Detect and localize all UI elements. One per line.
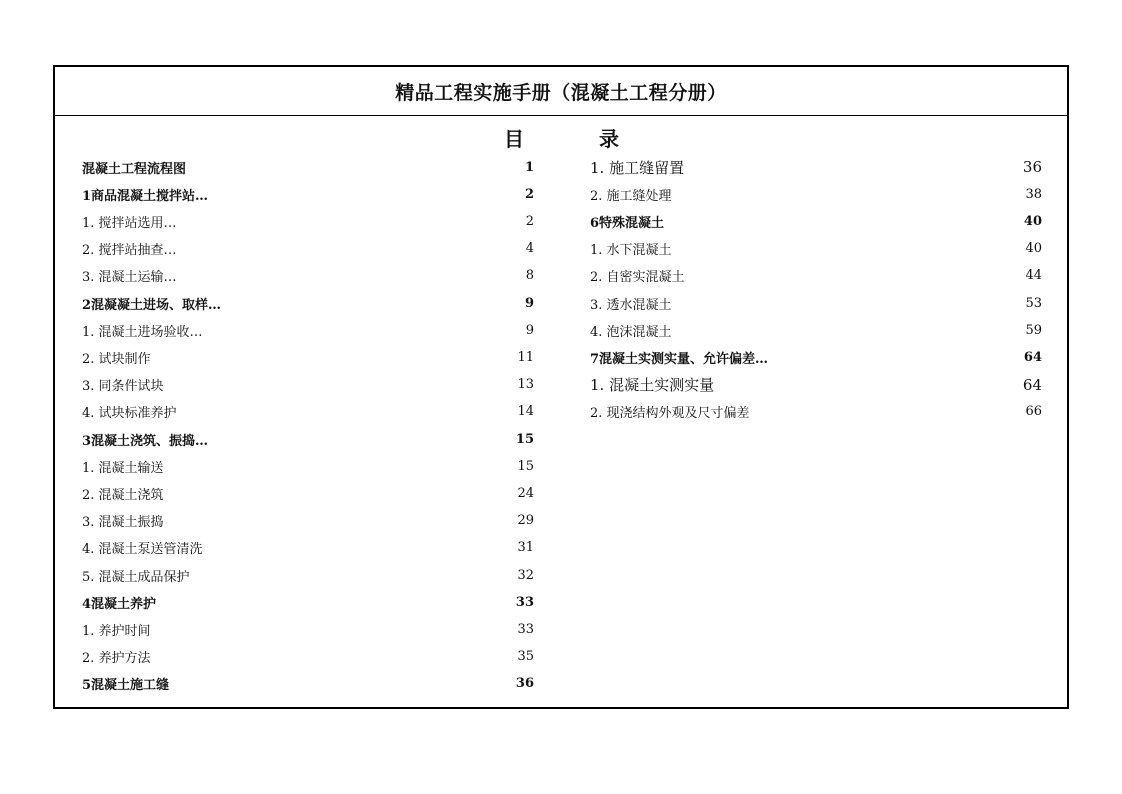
toc-entry-label: 1. 水下混凝土 [590, 243, 672, 259]
toc-entry[interactable] [82, 483, 534, 503]
toc-entry-page: 13 [517, 377, 534, 393]
toc-section-entry[interactable] [82, 157, 534, 177]
toc-entry-label: 3. 透水混凝土 [590, 297, 672, 313]
toc-entry-label: 2. 混凝土浇筑 [82, 487, 164, 503]
toc-entry-label: 2. 养护方法 [82, 651, 151, 667]
toc-entry-page: 11 [517, 349, 534, 365]
toc-entry-page: 24 [517, 485, 534, 501]
toc-entry-page: 64 [1022, 375, 1042, 394]
toc-entry[interactable] [590, 402, 1042, 422]
toc-entry[interactable] [82, 647, 534, 667]
toc-entry-page: 40 [1023, 213, 1042, 229]
toc-entry-label: 7混凝土实测实量、允许偏差… [590, 351, 769, 367]
toc-entry-label: 2混凝凝土进场、取样… [82, 297, 222, 313]
toc-entry-label: 5混凝土施工缝 [82, 678, 170, 694]
toc-entry-page: 36 [515, 676, 534, 692]
toc-entry-page: 15 [515, 431, 534, 447]
toc-entry[interactable] [82, 402, 534, 422]
toc-entry[interactable] [590, 320, 1042, 340]
toc-entry[interactable] [590, 266, 1042, 286]
toc-entry-label: 4. 试块标准养护 [82, 406, 177, 422]
toc-entry-page: 53 [1025, 295, 1042, 311]
toc-entry-label: 4混凝土养护 [82, 596, 157, 612]
toc-entry-page: 64 [1023, 349, 1042, 365]
toc-entry-page: 33 [515, 594, 534, 610]
toc-entry[interactable] [590, 157, 1042, 177]
toc-entry-label: 1. 施工缝留置 [590, 158, 685, 177]
toc-entry-label: 3混凝土浇筑、振捣… [82, 433, 209, 449]
toc-entry-label: 1. 混凝土输送 [82, 460, 164, 476]
toc-section-entry[interactable] [82, 184, 534, 204]
toc-entry-label: 5. 混凝土成品保护 [82, 569, 190, 585]
toc-entry-label: 2. 试块制作 [82, 351, 151, 367]
toc-entry-label: 3. 同条件试块 [82, 379, 164, 395]
toc-entry-label: 2. 自密实混凝土 [590, 270, 685, 286]
toc-entry-label: 2. 搅拌站抽查… [82, 243, 177, 259]
toc-section-entry[interactable] [82, 674, 534, 694]
toc-entry-label: 3. 混凝土运输… [82, 270, 177, 286]
toc-entry[interactable] [82, 211, 534, 231]
toc-entry-page: 1 [524, 159, 534, 175]
toc-entry[interactable] [82, 538, 534, 558]
toc-entry[interactable] [82, 619, 534, 639]
toc-entry[interactable] [82, 375, 534, 395]
toc-entry-label: 1. 混凝土实测实量 [590, 376, 715, 395]
toc-entry[interactable] [590, 375, 1042, 395]
toc-section-entry[interactable] [590, 347, 1042, 367]
toc-entry[interactable] [82, 320, 534, 340]
toc-entry-page: 44 [1025, 268, 1042, 284]
toc-entry[interactable] [82, 511, 534, 531]
toc-entry-label: 1商品混凝土搅拌站… [82, 188, 209, 204]
toc-entry-label: 2. 现浇结构外观及尺寸偏差 [590, 406, 750, 422]
toc-entry-label: 混凝土工程流程图 [82, 161, 187, 177]
toc-entry-page: 31 [517, 540, 534, 556]
toc-section-entry[interactable] [82, 429, 534, 449]
toc-entry-page: 36 [1022, 158, 1042, 176]
toc-entry-label: 4. 泡沫混凝土 [590, 324, 672, 340]
toc-section-entry[interactable] [82, 293, 534, 313]
toc-entry-page: 59 [1025, 322, 1042, 338]
toc-entry[interactable] [82, 565, 534, 585]
toc-entry[interactable] [82, 239, 534, 259]
toc-entry[interactable] [590, 184, 1042, 204]
toc-entry-page: 32 [517, 567, 534, 583]
document-title: 精品工程实施手册（混凝土工程分册） [55, 67, 1067, 116]
toc-entry-page: 9 [524, 295, 534, 311]
toc-entry-label: 1. 搅拌站选用… [82, 215, 177, 231]
toc-entry-page: 66 [1025, 404, 1042, 420]
toc-entry-label: 1. 养护时间 [82, 623, 151, 639]
toc-entry-page: 9 [525, 322, 534, 338]
toc-entry-label: 6特殊混凝土 [590, 215, 665, 231]
toc-entry-page: 38 [1025, 186, 1042, 202]
toc-heading-mu: 目 [504, 127, 524, 151]
toc-heading-lu: 录 [599, 127, 619, 151]
toc-entry-page: 8 [525, 268, 534, 284]
toc-entry-label: 2. 施工缝处理 [590, 188, 672, 204]
toc-entry[interactable] [82, 266, 534, 286]
toc-entry-page: 40 [1025, 241, 1042, 257]
toc-section-entry[interactable] [82, 592, 534, 612]
toc-frame [53, 65, 1069, 709]
toc-entry-page: 35 [517, 649, 534, 665]
toc-entry[interactable] [82, 456, 534, 476]
toc-entry[interactable] [82, 347, 534, 367]
toc-entry-label: 4. 混凝土泵送管清洗 [82, 542, 203, 558]
toc-entry-label: 1. 混凝土进场验收… [82, 324, 203, 340]
toc-entry-page: 2 [525, 213, 534, 229]
toc-entry-page: 15 [517, 458, 534, 474]
toc-entry-page: 4 [525, 241, 534, 257]
toc-entry[interactable] [590, 293, 1042, 313]
toc-entry[interactable] [590, 239, 1042, 259]
toc-entry-page: 33 [517, 621, 534, 637]
toc-entry-page: 2 [524, 186, 534, 202]
toc-entry-page: 14 [517, 404, 534, 420]
toc-entry-page: 29 [517, 513, 534, 529]
toc-entry-label: 3. 混凝土振捣 [82, 515, 164, 531]
toc-section-entry[interactable] [590, 211, 1042, 231]
